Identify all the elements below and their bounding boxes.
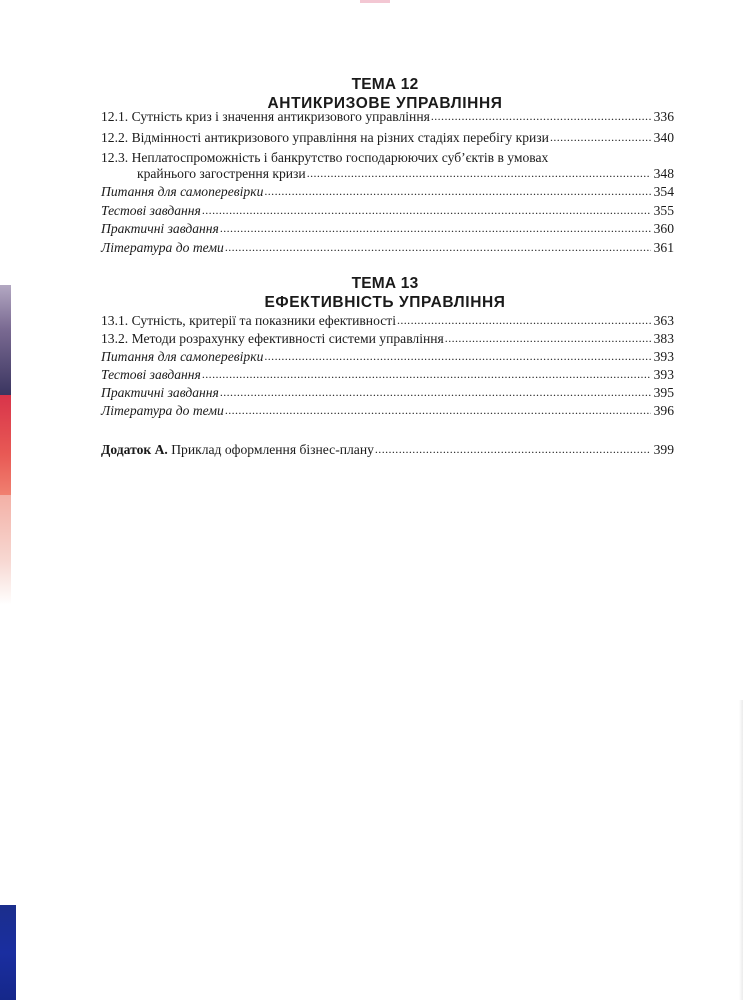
toc-entry-13-1[interactable] bbox=[101, 312, 674, 329]
toc-entry-12-3-line1[interactable] bbox=[101, 149, 674, 166]
toc-page-number: 395 bbox=[653, 385, 674, 400]
toc-entry-label: 13.2. Методи розрахунку ефективності системи управління bbox=[101, 331, 444, 346]
toc-page-number: 399 bbox=[653, 442, 674, 457]
toc-entry-12-tests[interactable] bbox=[101, 202, 674, 219]
toc-entry-label: крайнього загострення кризи bbox=[137, 166, 306, 181]
toc-page-number: 361 bbox=[653, 240, 674, 255]
toc-leader-dots bbox=[431, 108, 651, 125]
toc-entry-label: Література до теми bbox=[101, 403, 224, 418]
toc-page-number: 360 bbox=[653, 221, 674, 236]
cover-edge-strip-pink bbox=[0, 495, 11, 605]
toc-leader-dots bbox=[550, 129, 651, 146]
toc-entry-12-literature[interactable] bbox=[101, 239, 674, 256]
toc-page-number: 393 bbox=[653, 349, 674, 364]
toc-entry-label: Тестові завдання bbox=[101, 203, 201, 218]
toc-entry-label bbox=[101, 441, 374, 458]
toc-leader-dots bbox=[397, 312, 651, 329]
toc-entry-label: 13.1. Сутність, критерії та показники ефективності bbox=[101, 313, 396, 328]
toc-leader-dots bbox=[225, 239, 651, 256]
toc-entry-12-3-line2[interactable] bbox=[137, 165, 674, 182]
appendix-title: Приклад оформлення бізнес-плану bbox=[167, 442, 374, 457]
toc-page-number: 393 bbox=[653, 367, 674, 382]
toc-entry-13-2[interactable] bbox=[101, 330, 674, 347]
toc-leader-dots bbox=[202, 202, 651, 219]
toc-leader-dots bbox=[264, 183, 651, 200]
topic-13-title: ЕФЕКТИВНІСТЬ УПРАВЛІННЯ bbox=[264, 294, 506, 311]
toc-entry-label: 12.2. Відмінності антикризового управління на різних стадіях перебігу кризи bbox=[101, 130, 549, 145]
cover-edge-strip-blue bbox=[0, 905, 16, 1000]
toc-leader-dots bbox=[225, 402, 651, 419]
appendix-prefix: Додаток А. bbox=[101, 442, 168, 457]
scan-top-mark bbox=[360, 0, 390, 3]
toc-entry-13-practice[interactable] bbox=[101, 384, 674, 401]
toc-entry-label: Питання для самоперевірки bbox=[101, 349, 264, 364]
topic-13-heading bbox=[100, 274, 670, 313]
toc-entry-12-2[interactable] bbox=[101, 129, 674, 146]
toc-entry-label: 12.3. Неплатоспроможність і банкрутство господарюючих суб’єктів в умовах bbox=[101, 150, 549, 165]
toc-entry-13-literature[interactable] bbox=[101, 402, 674, 419]
toc-leader-dots bbox=[220, 384, 651, 401]
toc-page-number: 354 bbox=[653, 184, 674, 199]
toc-leader-dots bbox=[264, 348, 651, 365]
toc-leader-dots bbox=[307, 165, 651, 182]
toc-leader-dots bbox=[375, 441, 651, 458]
toc-entry-label: Практичні завдання bbox=[101, 385, 219, 400]
toc-entry-label: 12.1. Сутність криз і значення антикризового управління bbox=[101, 109, 430, 124]
toc-page-number: 396 bbox=[653, 403, 674, 418]
toc-entry-12-self-check[interactable] bbox=[101, 183, 674, 200]
toc-leader-dots bbox=[220, 220, 651, 237]
toc-page-number: 336 bbox=[653, 109, 674, 124]
toc-leader-dots bbox=[202, 366, 651, 383]
toc-page-number: 348 bbox=[653, 166, 674, 181]
toc-page-number: 383 bbox=[653, 331, 674, 346]
toc-entry-12-practice[interactable] bbox=[101, 220, 674, 237]
cover-edge-strip-red bbox=[0, 395, 11, 495]
toc-page-number: 355 bbox=[653, 203, 674, 218]
toc-entry-appendix-a[interactable] bbox=[101, 441, 674, 458]
toc-page-number: 340 bbox=[653, 130, 674, 145]
toc-entry-label: Практичні завдання bbox=[101, 221, 219, 236]
topic-12-title: АНТИКРИЗОВЕ УПРАВЛІННЯ bbox=[267, 95, 503, 112]
topic-12-number: ТЕМА 12 bbox=[351, 76, 419, 93]
toc-entry-label: Питання для самоперевірки bbox=[101, 184, 264, 199]
cover-edge-strip-purple bbox=[0, 285, 11, 395]
toc-entry-label: Література до теми bbox=[101, 240, 224, 255]
toc-entry-label: Тестові завдання bbox=[101, 367, 201, 382]
toc-page-number: 363 bbox=[653, 313, 674, 328]
toc-entry-13-self-check[interactable] bbox=[101, 348, 674, 365]
page-right-shadow bbox=[739, 700, 743, 1000]
topic-13-number: ТЕМА 13 bbox=[351, 275, 419, 292]
toc-entry-12-1[interactable] bbox=[101, 108, 674, 125]
toc-leader-dots bbox=[445, 330, 651, 347]
toc-entry-13-tests[interactable] bbox=[101, 366, 674, 383]
